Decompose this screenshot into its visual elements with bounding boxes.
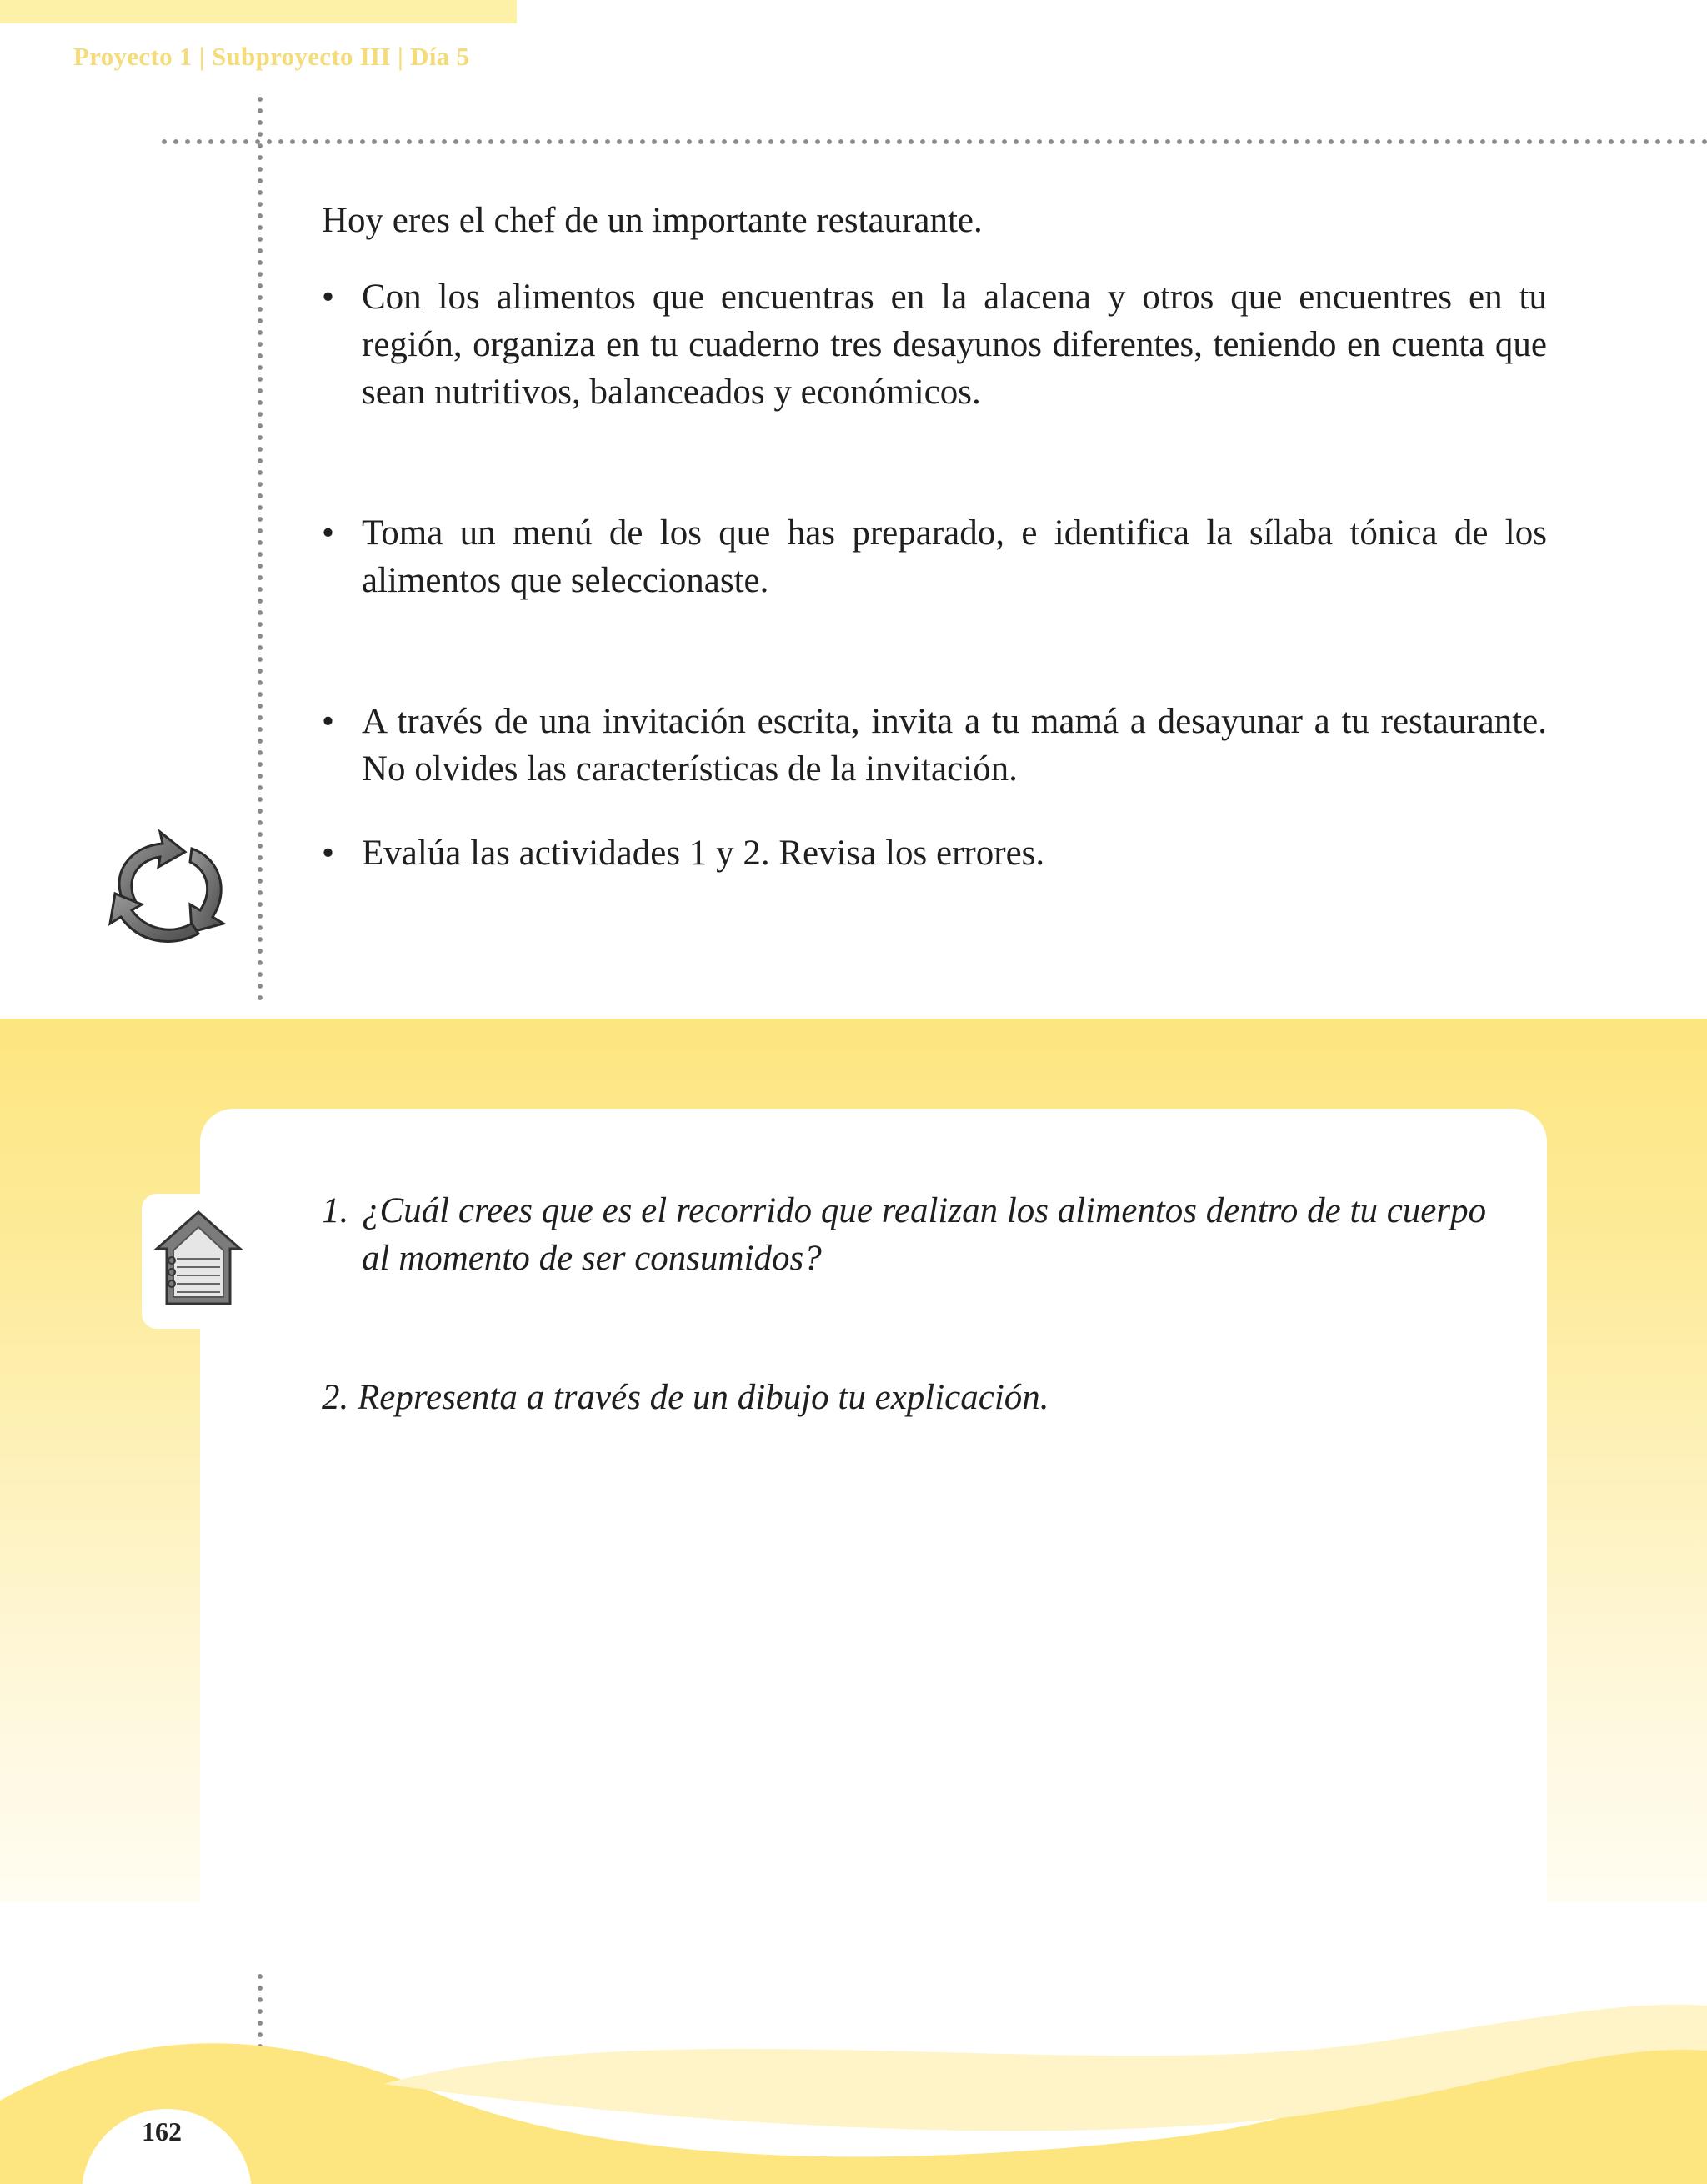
dotted-divider-vertical bbox=[257, 93, 263, 1007]
header-accent-bar bbox=[0, 0, 517, 23]
question-text: ¿Cuál crees que es el recorrido que realizan los alimentos dentro de tu cuerpo al momento de ser consumidos? bbox=[362, 1191, 1487, 1278]
activity-list bbox=[322, 273, 1547, 886]
homework-question-2: 2. Representa a través de un dibujo tu explicación. bbox=[322, 1378, 1049, 1417]
activity-intro: Hoy eres el chef de un importante restaurante. bbox=[322, 201, 983, 240]
homework-question-1 bbox=[322, 1187, 1489, 1282]
house-notebook-icon bbox=[148, 1200, 248, 1310]
activity-item: • Toma un menú de los que has preparado, e identifica la sílaba tónica de los alimentos que seleccionaste. bbox=[322, 509, 1547, 604]
activity-item: • A través de una invitación escrita, invita a tu mamá a desayunar a tu restaurante. No olvides las características de la invitación. bbox=[322, 698, 1547, 793]
footer-wave bbox=[0, 1976, 1707, 2184]
cycle-arrows-icon bbox=[92, 825, 242, 950]
question-number: 1. bbox=[322, 1191, 349, 1230]
evaluation-list bbox=[322, 829, 1587, 877]
page-number: 162 bbox=[142, 2116, 182, 2146]
dotted-divider-horizontal bbox=[158, 138, 1707, 145]
evaluation-item: • Evalúa las actividades 1 y 2. Revisa los errores. bbox=[362, 829, 1587, 877]
breadcrumb: Proyecto 1 | Subproyecto III | Día 5 bbox=[73, 42, 470, 71]
activity-item: • Con los alimentos que encuentras en la alacena y otros que encuentres en tu región, organiza en tu cuaderno tres desayunos diferentes, teniendo en cuenta que sean nutritivos, balanceados y económicos. bbox=[322, 273, 1547, 416]
